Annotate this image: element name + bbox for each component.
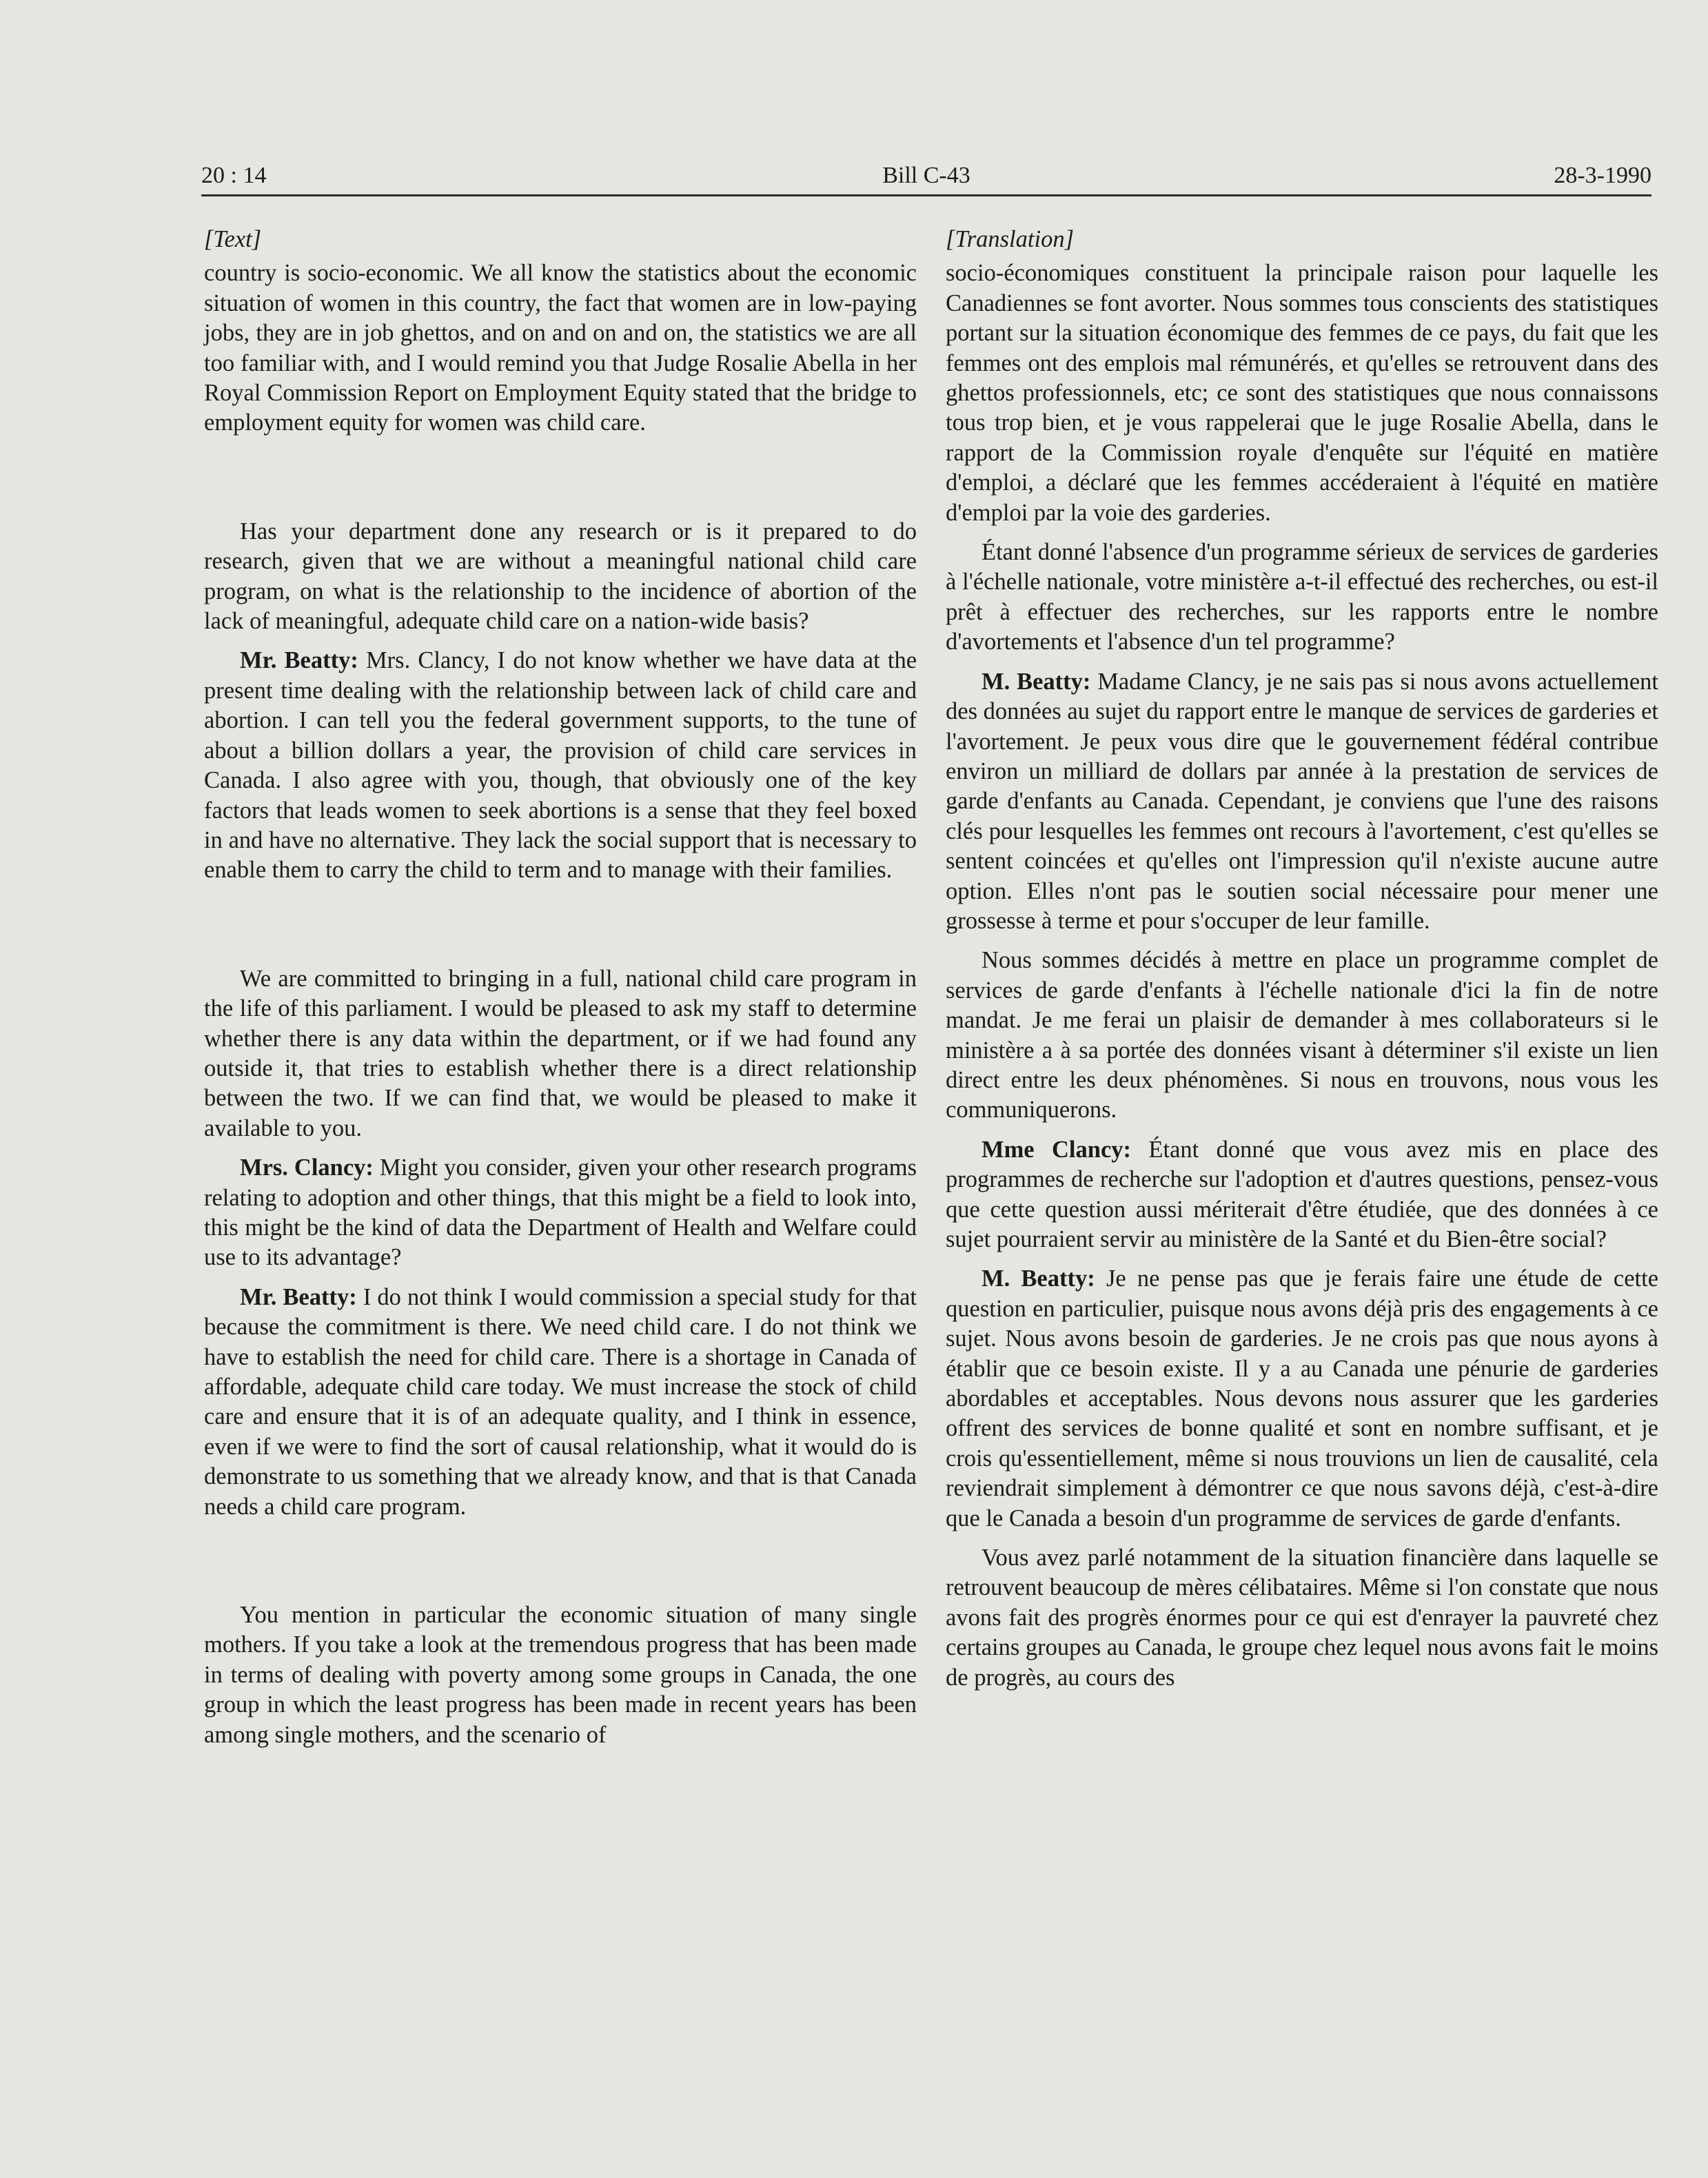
speaker-name: M. Beatty: [982, 1265, 1095, 1292]
speech-beatty [946, 667, 1658, 937]
document-title: Bill C-43 [882, 163, 970, 188]
paragraph: Vous avez parlé notamment de la situation financière dans laquelle se retrouvent beaucoup de mères célibataires. Même si l'on constate que nous avons fait des progrès énormes pour ce qui est d'enrayer la pauvreté chez certains groupes au Canada, le groupe chez lequel nous avons fait le moins de progrès, au cours des [946, 1545, 1658, 1691]
paragraph: Has your department done any research or is it prepared to do research, given that we are without a meaningful national child care program, on what is the relationship to the incidence of abortion of the lack of meaningful, adequate child care on a nation-wide basis? [204, 518, 917, 635]
speech-text: Je ne pense pas que je ferais faire une étude de cette question en particulier, puisque nous avons déjà pris des engagements à ce sujet. Nous avons besoin de garderies. Je ne crois pas que nous ayons à établir que ce besoin existe. Il y a au Canada une pénurie de garderies abordables et acceptables. Nous devons nous assurer que les garderies offrent des services de bonne qualité et sont en nombre suffisant, et je crois qu'essentiellement, même si nous trouvions un lien de causalité, cela reviendrait simplement à démontrer ce que nous savons déjà, c'est-à-dire que le Canada a besoin d'un programme de services de garde d'enfants. [946, 1265, 1659, 1531]
speech-text: Étant donné que vous avez mis en place des programmes de recherche sur l'adoption et d'autres questions, pensez-vous que cette question aussi mériterait d'être étudiée, que des données à ce sujet pourraient servir au ministère de la Santé et du Bien-être social? [946, 1136, 1659, 1252]
speech-beatty [946, 1264, 1658, 1534]
speech-beatty [204, 1283, 917, 1522]
translation-tag: [Translation] [946, 226, 1074, 252]
paragraph: country is socio-economic. We all know the statistics about the economic situation of women in this country, the fact that women are in low-paying jobs, they are in job ghettos, and on and on and on, the statistics we are all too familiar with, and I would remind you that Judge Rosalie Abella in her Royal Commission Report on Employment Equity stated that the bridge to employment equity for women was child care. [204, 260, 917, 436]
speech-text: Might you consider, given your other research programs relating to adoption and other things, that this might be a field to look into, this might be the kind of data the Department of Health and Welfare could use to its advantage? [204, 1154, 917, 1271]
speaker-name: M. Beatty: [982, 668, 1091, 695]
paragraph: Nous sommes décidés à mettre en place un programme complet de services de garde d'enfants à l'échelle nationale d'ici la fin de notre mandat. Je me ferai un plaisir de demander à mes collaborateurs si le ministère a à sa portée des données visant à déterminer s'il existe un lien direct entre les deux phénomènes. Si nous en trouvons, nous vous les communiquerons. [946, 947, 1658, 1123]
speech-clancy [204, 1153, 917, 1273]
page-header [201, 163, 1651, 196]
paragraph: Étant donné l'absence d'un programme sérieux de services de garderies à l'échelle nationale, votre ministère a-t-il effectué des recherches, ou est-il prêt à effectuer des recherches, sur les rapports entre le nombre d'avortements et l'absence d'un tel programme? [946, 539, 1658, 655]
speaker-name: Mme Clancy: [982, 1136, 1131, 1163]
speech-clancy [946, 1135, 1658, 1255]
text-tag: [Text] [204, 226, 262, 252]
speech-text: I do not think I would commission a special study for that because the commitment is there. We need child care. I do not think we have to establish the need for child care. There is a shortage in Canada of affordable, adequate child care today. We must increase the stock of child care and ensure that it is of an adequate quality, and I think in essence, even if we were to find the sort of causal relationship, what it would do is demonstrate to us something that we already know, and that is that Canada needs a child care program. [204, 1283, 917, 1520]
document-date: 28-3-1990 [1554, 163, 1651, 188]
speech-text: Madame Clancy, je ne sais pas si nous avons actuellement des données au sujet du rapport entre le manque de services de garderies et l'avortement. Je peux vous dire que le gouvernement fédéral contribue environ un milliard de dollars par année à la prestation de services de garde d'enfants au Canada. Cependant, je conviens que l'une des raisons clés pour lesquelles les femmes ont recours à l'avortement, c'est qu'elles se sentent coincées et qu'elles ont l'impression qu'il n'existe aucune autre option. Elles n'ont pas le soutien social nécessaire pour mener une grossesse à terme et pour s'occuper de leur famille. [946, 668, 1659, 934]
speaker-name: Mr. Beatty: [240, 1283, 357, 1310]
french-column [946, 225, 1658, 1693]
speech-text: Mrs. Clancy, I do not know whether we have data at the present time dealing with the relationship between lack of child care and abortion. I can tell you the federal government supports, to the tune of about a billion dollars a year, the provision of child care services in Canada. I also agree with you, though, that obviously one of the key factors that leads women to seek abortions is a sense that they feel boxed in and have no alternative. They lack the social support that is necessary to enable them to carry the child to term and to manage with their families. [204, 647, 917, 884]
paragraph: You mention in particular the economic situation of many single mothers. If you take a look at the tremendous progress that has been made in terms of dealing with poverty among some groups in Canada, the one group in which the least progress has been made in recent years has been among single mothers, and the scenario of [204, 1602, 917, 1748]
english-column [204, 225, 917, 1750]
page-reference: 20 : 14 [201, 163, 267, 188]
speaker-name: Mrs. Clancy: [240, 1154, 374, 1181]
speaker-name: Mr. Beatty: [240, 647, 358, 674]
paragraph: socio-économiques constituent la principale raison pour laquelle les Canadiennes se font avorter. Nous sommes tous conscients des statistiques portant sur la situation économique des femmes de ce pays, du fait que les femmes ont des emplois mal rémunérés, et qu'elles se retrouvent dans des ghettos professionnels, etc; ce sont des statistiques que nous connaissons tous trop bien, et je vous rappelerai que le juge Rosalie Abella, dans le rapport de la Commission royale d'enquête sur l'équité en matière d'emploi, a déclaré que les femmes accéderaient à l'équité en matière d'emploi par la voie des garderies. [946, 260, 1658, 526]
paragraph: We are committed to bringing in a full, national child care program in the life of this parliament. I would be pleased to ask my staff to determine whether there is any data within the department, or if we had found any outside it, that tries to establish whether there is a direct relationship between the two. If we can find that, we would be pleased to make it available to you. [204, 965, 917, 1141]
speech-beatty [204, 646, 917, 885]
